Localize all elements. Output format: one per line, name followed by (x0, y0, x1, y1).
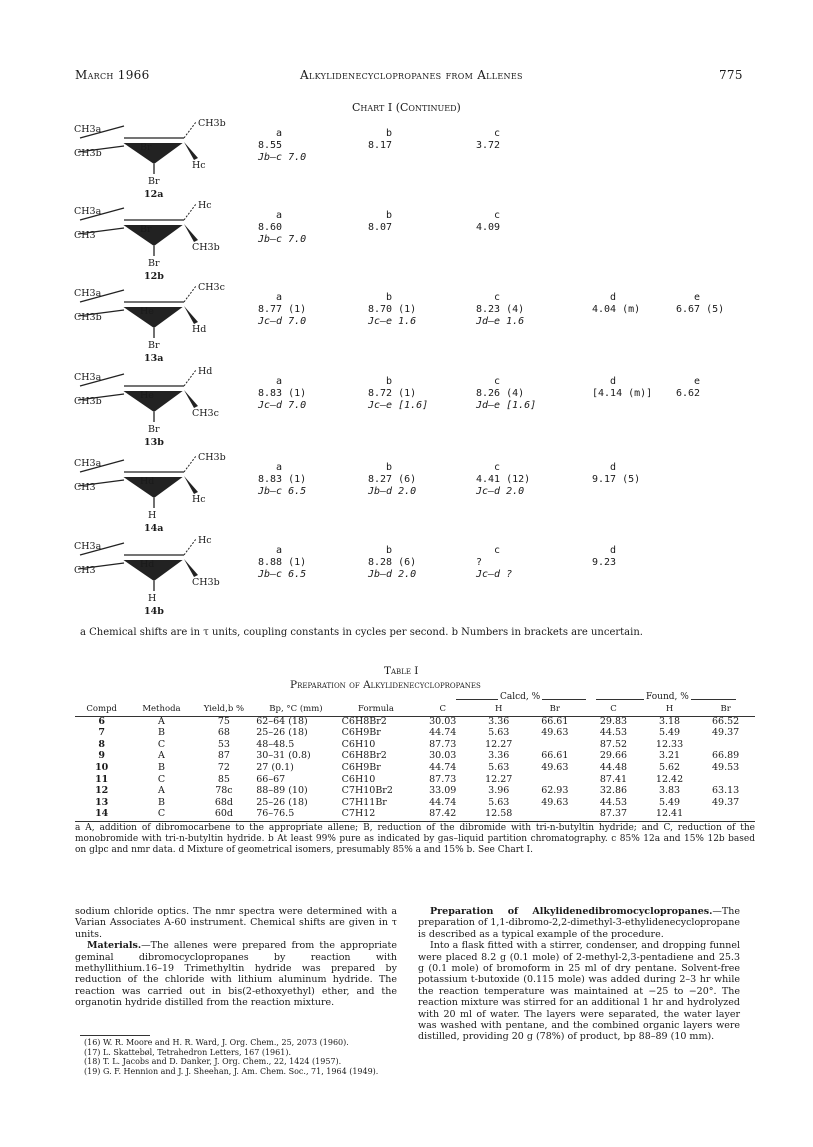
nmr-column-d (592, 376, 652, 400)
column-header: Br (720, 704, 731, 714)
table-cell: A (158, 750, 165, 762)
column-header: C (610, 704, 617, 714)
table-cell: C6H8Br2 (341, 750, 387, 762)
column-header: Yield,b % (203, 704, 245, 714)
coupling-constant: Jd–e 1.6 (476, 316, 525, 327)
structure-13b (74, 366, 244, 446)
table-cell: 5.63 (488, 796, 510, 808)
substituent-bottom-right: CH3b (192, 242, 220, 253)
cyclopropane-ring (122, 224, 184, 246)
proton-letter: d (610, 376, 617, 387)
table-cell (525, 774, 584, 786)
table-cell: 44.53 (599, 796, 628, 808)
table-cell: 30–31 (0.8) (256, 750, 311, 762)
chemical-shift: 8.77 (1) (258, 304, 307, 315)
nmr-column-a (258, 128, 306, 164)
table-cell: 49.63 (541, 761, 569, 773)
table-cell: 12.27 (485, 773, 513, 785)
table-cell: 72 (217, 761, 230, 773)
table-cell: 32.86 (599, 785, 628, 797)
column-header: Bp, °C (mm) (269, 704, 323, 714)
table-cell: C (157, 808, 166, 820)
table-cell: 12.33 (655, 738, 684, 750)
nmr-column-a (258, 292, 306, 328)
chemical-shift: 6.67 (5) (676, 304, 725, 315)
table-cell: 87.41 (599, 773, 628, 785)
nmr-column-d (592, 462, 640, 486)
table-cell: 30.03 (429, 750, 457, 762)
table-cell (696, 808, 755, 820)
nmr-column-b (368, 292, 416, 328)
reference-item: (18) T. L. Jacobs and D. Danker, J. Org. Chem., 22, 1424 (1957). (84, 1057, 342, 1067)
table-header-row (75, 704, 755, 716)
left-paragraph-1: sodium chloride optics. The nmr spectra were determined with a Varian Associates A-60 instrument. Chemical shifts are given in τ units. (75, 906, 397, 940)
substituent-mid-left: CH3b (74, 148, 102, 159)
table-cell: 5.63 (488, 761, 510, 773)
chemical-shift: 8.88 (1) (258, 557, 307, 568)
table-cell: 88–89 (10) (256, 785, 308, 797)
nmr-column-c (476, 376, 536, 412)
calcd-label: Calcd, % (500, 692, 541, 702)
substituent-bottom-right: CH3b (192, 577, 220, 588)
proton-letter: b (386, 128, 393, 139)
chemical-shift: 8.70 (1) (368, 304, 417, 315)
cyclopropane-ring (122, 142, 184, 164)
materials-paragraph (75, 940, 397, 1008)
proton-letter: d (610, 545, 617, 556)
coupling-constant: Jd–e [1.6] (476, 400, 537, 411)
table-cell: 66.52 (712, 715, 740, 727)
chemical-shift: 4.04 (m) (592, 304, 641, 315)
page-number: 775 (719, 68, 743, 82)
nmr-column-e (676, 292, 724, 316)
proton-letter: a (276, 376, 283, 387)
table-cell: 30.03 (429, 715, 457, 727)
table-footnotes: a A, addition of dibromocarbene to the appropriate allene; B, reduction of the dibromide with tri-n-butyltin hydride; and C, reduction of the monobromide with tri-n-butyltin hydride. b At least 99% pure as indicated by gas–liquid partition chromatography. c 85% 12a and 15% 12b based on glpc and nmr data. d Mixture of geometrical isomers, presumably 85% a and 15% b. See Chart I. (75, 823, 755, 855)
table-cell (696, 774, 755, 786)
substituent-top-right: CH3c (198, 282, 225, 293)
nmr-column-b (368, 545, 416, 581)
structure-12b (74, 200, 244, 280)
table-cell: 25–26 (18) (256, 727, 308, 739)
column-header: Methoda (142, 704, 181, 714)
references (84, 1038, 404, 1076)
table-cell: 5.63 (488, 727, 510, 739)
preparation-table (75, 704, 755, 820)
chart-title: Chart I (Continued) (352, 101, 461, 114)
ring-substituent: Hd (140, 559, 155, 570)
substituent-bottom: H (148, 593, 157, 604)
column-header: Compd (86, 704, 117, 714)
table-cell: 3.83 (658, 785, 681, 797)
proton-letter: c (494, 210, 501, 221)
substituent-bottom-right: Hc (192, 160, 206, 171)
table-cell: 12.58 (485, 808, 513, 820)
chemical-shift: 8.07 (368, 222, 393, 233)
ring-substituent: Br (140, 224, 152, 235)
table-cell: 87.73 (429, 773, 457, 785)
table-cell: 3.36 (488, 715, 510, 727)
proton-letter: c (494, 545, 501, 556)
running-header-title: Alkylidenecyclopropanes from Allenes (300, 68, 523, 82)
substituent-top-left: CH3a (74, 458, 102, 469)
table-cell: 8 (98, 738, 105, 750)
column-header: Formula (358, 704, 394, 714)
materials-heading: Materials. (87, 940, 142, 952)
substituent-top-left: CH3a (74, 372, 102, 383)
proton-letter: a (276, 128, 283, 139)
reference-item: (17) L. Skattebøl, Tetrahedron Letters, 167 (1961). (84, 1047, 291, 1057)
table-cell: 62–64 (18) (256, 715, 308, 727)
table-cell: C6H10 (341, 773, 376, 785)
table-cell: 78c (215, 785, 233, 797)
chemical-shift: 3.72 (476, 140, 501, 151)
table-row (75, 716, 755, 728)
compound-label: 14a (144, 523, 164, 534)
table-row (75, 727, 755, 739)
table-cell: 12 (95, 785, 109, 797)
table-cell: 5.49 (658, 727, 681, 739)
table-cell: C6H8Br2 (341, 715, 387, 727)
table-cell: 62.93 (541, 785, 569, 797)
table-row (75, 797, 755, 809)
substituent-top-left: CH3a (74, 541, 102, 552)
table-cell: 66.61 (541, 750, 569, 762)
proton-letter: c (494, 462, 501, 473)
table-cell: C7H11Br (341, 796, 387, 808)
table-row (75, 774, 755, 786)
nmr-column-a (258, 376, 306, 412)
table-cell: C6H9Br (341, 761, 381, 773)
table-cell: 9 (98, 750, 105, 762)
structure-14a (74, 452, 244, 532)
column-header: C (439, 704, 446, 714)
substituent-top-right: Hd (198, 366, 213, 377)
table-cell: C (157, 738, 166, 750)
table-row (75, 785, 755, 797)
table-cell: 44.74 (429, 761, 457, 773)
column-header: H (665, 704, 674, 714)
proton-letter: c (494, 292, 501, 303)
table-cell: 68 (217, 727, 230, 739)
table-cell: C6H10 (341, 738, 376, 750)
coupling-constant: Jb–d 2.0 (368, 569, 417, 580)
proton-letter: d (610, 462, 617, 473)
proton-letter: c (494, 376, 501, 387)
reference-item: (16) W. R. Moore and H. R. Ward, J. Org. Chem., 25, 2073 (1960). (84, 1038, 349, 1047)
table-cell: C7H12 (341, 808, 376, 820)
procedure-paragraph: Into a flask fitted with a stirrer, condenser, and dropping funnel were placed 8.2 g (0.1 mole) of 2-methyl-2,3-pentadiene and 25.3 g (0.1 mole) of bromoform in 25 ml of dry pentane. Solvent-free potassium t-butoxide (0.115 mole) was added during 2–3 hr while the reaction temperature was maintained at −25 to −20°. The reaction mixture was stirred for an additional 1 hr and hydrolyzed with 20 ml of water. The layers were separated, the water layer was washed with pentane, and the combined organic layers were distilled, providing 20 g (78%) of product, bp 88–89 (10 mm). (418, 940, 740, 1043)
substituent-mid-left: CH3 (74, 482, 96, 493)
nmr-column-e (676, 376, 700, 400)
substituent-top-left: CH3a (74, 288, 102, 299)
table-cell: 53 (217, 738, 230, 750)
nmr-column-d (592, 292, 640, 316)
structure-14b (74, 535, 244, 615)
table-cell: 87 (217, 750, 230, 762)
table-cell: 5.62 (658, 761, 681, 773)
table-cell: 7 (98, 727, 105, 739)
table-cell: 44.53 (599, 727, 628, 739)
table-cell: 27 (0.1) (256, 761, 294, 773)
coupling-constant: Jc–e [1.6] (368, 400, 429, 411)
table-cell: 3.96 (488, 785, 510, 797)
coupling-constant: Jb–c 6.5 (258, 486, 307, 497)
table-cell: B (157, 761, 165, 773)
chemical-shift: 6.62 (676, 388, 701, 399)
nmr-column-b (368, 462, 416, 498)
table-cell: 3.21 (658, 750, 681, 762)
table-cell (696, 739, 755, 751)
ring-substituent: Br (140, 142, 152, 153)
table-cell: 25–26 (18) (256, 796, 308, 808)
prep-heading: Preparation of Alkylidenedibromocyclopropanes. (430, 906, 713, 917)
substituent-top-left: CH3a (74, 206, 102, 217)
table-cell: 5.49 (658, 796, 681, 808)
table-cell: A (158, 785, 165, 797)
structure-13a (74, 282, 244, 362)
table-header-rule (75, 716, 755, 717)
nmr-column-c (476, 128, 500, 152)
nmr-column-a (258, 462, 306, 498)
compound-label: 13a (144, 353, 164, 364)
table-subtitle: Preparation of Alkylidenecyclopropanes (290, 679, 481, 691)
reference-item: (19) G. F. Hennion and J. J. Sheehan, J. Am. Chem. Soc., 71, 1964 (1949). (84, 1066, 379, 1076)
coupling-constant: Jc–d 2.0 (476, 486, 525, 497)
ring-substituent: He (140, 306, 154, 317)
nmr-column-a (258, 545, 306, 581)
table-row (75, 750, 755, 762)
substituent-mid-left: CH3 (74, 565, 96, 576)
chart-footnote: a Chemical shifts are in τ units, coupling constants in cycles per second. b Numbers in brackets are uncertain. (80, 627, 643, 638)
table-cell: A (158, 715, 165, 727)
compound-label: 12a (144, 189, 164, 200)
table-cell: 87.42 (429, 808, 457, 820)
coupling-constant: Jc–d 7.0 (258, 316, 307, 327)
nmr-column-c (476, 292, 524, 328)
proton-letter: e (694, 376, 701, 387)
footnote-separator (80, 1035, 150, 1036)
substituent-mid-left: CH3b (74, 396, 102, 407)
substituent-top-right: CH3b (198, 118, 226, 129)
table-cell: 87.73 (429, 738, 457, 750)
table-cell: 12.42 (655, 773, 684, 785)
table-cell (525, 808, 584, 820)
table-cell: 10 (95, 761, 109, 773)
table-cell: 44.74 (429, 727, 457, 739)
table-cell: C (157, 773, 166, 785)
substituent-top-right: Hc (198, 535, 212, 546)
table-cell: 3.18 (658, 715, 681, 727)
table-cell: 13 (95, 796, 109, 808)
chemical-shift: 8.27 (6) (368, 474, 417, 485)
table-cell: 68d (214, 796, 233, 808)
right-column (418, 906, 740, 1043)
substituent-mid-left: CH3 (74, 230, 96, 241)
table-cell: 49.63 (541, 727, 569, 739)
running-header-date: March 1966 (75, 68, 150, 82)
structure-12a (74, 118, 244, 198)
ring-substituent: He (140, 390, 154, 401)
compound-label: 12b (144, 271, 164, 282)
table-cell: 66.89 (712, 750, 740, 762)
table-cell: 29.83 (599, 715, 628, 727)
chemical-shift: 8.23 (4) (476, 304, 525, 315)
chemical-shift: 8.28 (6) (368, 557, 417, 568)
table-body (75, 716, 755, 820)
table-cell: 49.63 (541, 796, 569, 808)
table-cell (525, 739, 584, 751)
table-bottom-rule (75, 821, 755, 822)
table-cell: 12.41 (655, 808, 684, 820)
nmr-column-c (476, 462, 530, 498)
table-cell: 12.27 (485, 738, 513, 750)
table-cell: 49.37 (712, 727, 740, 739)
table-cell: 87.52 (599, 738, 628, 750)
table-cell: 3.36 (488, 750, 510, 762)
proton-letter: e (694, 292, 701, 303)
compound-label: 14b (144, 606, 164, 617)
found-label: Found, % (646, 692, 689, 702)
coupling-constant: Jb–c 6.5 (258, 569, 307, 580)
nmr-column-c (476, 545, 512, 581)
proton-letter: a (276, 545, 283, 556)
column-header: Br (549, 704, 560, 714)
table-cell: 14 (95, 808, 109, 820)
table-cell: 49.37 (712, 796, 740, 808)
table-cell: 11 (95, 773, 109, 785)
table-cell: 44.74 (429, 796, 457, 808)
nmr-column-b (368, 210, 392, 234)
prep-text: —The preparation of 1,1-dibromo-2,2-dimethyl-3-ethylidenecyclopropane is described as a typical example of the procedure. (418, 906, 740, 940)
nmr-column-c (476, 210, 500, 234)
chemical-shift: 8.60 (258, 222, 283, 233)
chemical-shift: 4.09 (476, 222, 501, 233)
table-title: Table I (384, 665, 419, 677)
chemical-shift: 9.23 (592, 557, 617, 568)
substituent-top-right: CH3b (198, 452, 226, 463)
proton-letter: d (610, 292, 617, 303)
proton-letter: c (494, 128, 501, 139)
proton-letter: a (276, 462, 283, 473)
table-row (75, 762, 755, 774)
table-cell: 6 (98, 715, 105, 727)
proton-letter: b (386, 462, 393, 473)
chemical-shift: 8.55 (258, 140, 283, 151)
substituent-bottom: H (148, 510, 157, 521)
table-cell: 66–67 (256, 773, 286, 785)
proton-letter: b (386, 292, 393, 303)
table-cell: 76–76.5 (256, 808, 295, 820)
proton-letter: a (276, 292, 283, 303)
table-cell: 33.09 (429, 785, 457, 797)
table-cell: 60d (214, 808, 233, 820)
coupling-constant: Jc–d 7.0 (258, 400, 307, 411)
chemical-shift: 8.83 (1) (258, 474, 307, 485)
table-cell: 49.53 (712, 761, 740, 773)
proton-letter: b (386, 376, 393, 387)
proton-letter: b (386, 210, 393, 221)
chemical-shift: [4.14 (m)] (592, 388, 653, 399)
nmr-column-d (592, 545, 616, 569)
coupling-constant: Jc–d ? (476, 569, 513, 580)
materials-text: —The allenes were prepared from the appropriate geminal dibromocyclopropanes by reaction with methyllithium.16–19 Trimethyltin hydride was prepared by reduction of the chloride with lithium aluminum hydride. The reaction was carried out in bis(2-ethoxyethyl) ether, and the organotin hydride distilled from the reaction mixture. (75, 940, 397, 1009)
substituent-bottom: Br (148, 258, 160, 269)
table-row (75, 739, 755, 751)
table-cell: 63.13 (712, 785, 740, 797)
table-cell: 87.37 (599, 808, 628, 820)
proton-letter: b (386, 545, 393, 556)
substituent-mid-left: CH3b (74, 312, 102, 323)
chemical-shift: 8.26 (4) (476, 388, 525, 399)
table-cell: C6H9Br (341, 727, 381, 739)
ring-substituent: Hd (140, 476, 155, 487)
nmr-column-a (258, 210, 306, 246)
table-cell: 29.66 (599, 750, 628, 762)
substituent-bottom: Br (148, 340, 160, 351)
table-cell: 44.48 (599, 761, 628, 773)
table-cell: B (157, 796, 165, 808)
coupling-constant: Jb–c 7.0 (258, 234, 307, 245)
substituent-bottom-right: Hd (192, 324, 207, 335)
left-column (75, 906, 397, 1009)
table-cell: C7H10Br2 (341, 785, 393, 797)
nmr-column-b (368, 376, 428, 412)
table-cell: 75 (217, 715, 230, 727)
substituent-top-left: CH3a (74, 124, 102, 135)
substituent-bottom: Br (148, 176, 160, 187)
chemical-shift: ? (476, 557, 483, 568)
compound-label: 13b (144, 437, 164, 448)
table-cell: 66.61 (541, 715, 569, 727)
proton-letter: a (276, 210, 283, 221)
chemical-shift: 8.72 (1) (368, 388, 417, 399)
substituent-top-right: Hc (198, 200, 212, 211)
chemical-shift: 8.17 (368, 140, 393, 151)
column-header: H (495, 704, 503, 714)
table-cell: 85 (217, 773, 230, 785)
substituent-bottom-right: Hc (192, 494, 206, 505)
coupling-constant: Jb–d 2.0 (368, 486, 417, 497)
substituent-bottom-right: CH3c (192, 408, 219, 419)
table-cell: 48–48.5 (256, 738, 295, 750)
nmr-column-b (368, 128, 392, 152)
table-row (75, 808, 755, 820)
prep-paragraph (418, 906, 740, 940)
substituent-bottom: Br (148, 424, 160, 435)
coupling-constant: Jc–e 1.6 (368, 316, 417, 327)
chemical-shift: 4.41 (12) (476, 474, 531, 485)
table-cell: B (157, 727, 165, 739)
chemical-shift: 9.17 (5) (592, 474, 641, 485)
chemical-shift: 8.83 (1) (258, 388, 307, 399)
calcd-brace (456, 693, 586, 701)
found-brace (596, 693, 736, 701)
coupling-constant: Jb–c 7.0 (258, 152, 307, 163)
